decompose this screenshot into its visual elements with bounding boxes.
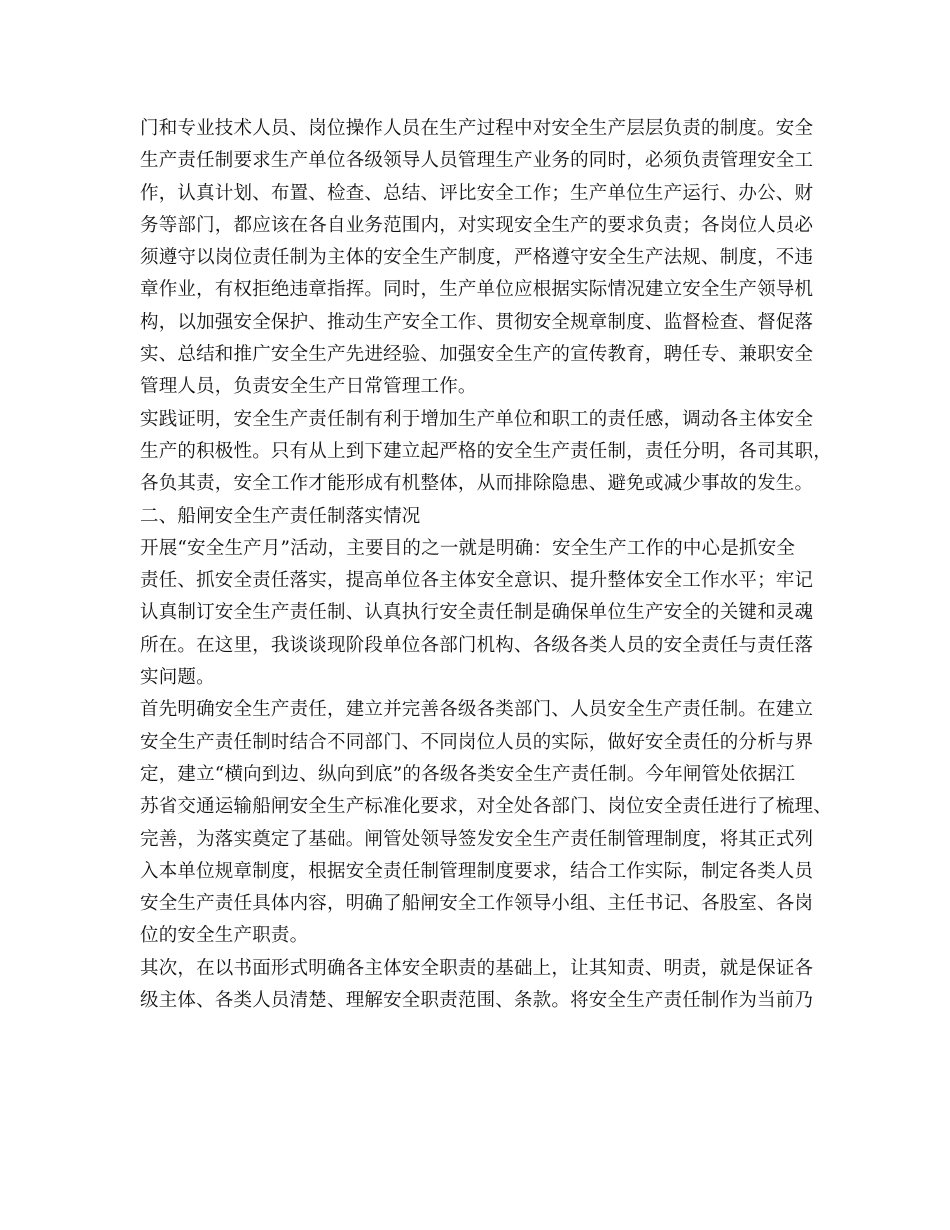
paragraph-p3: [140, 533, 820, 694]
text-line: 门和专业技术人员、岗位操作人员在生产过程中对安全生产层层负责的制度。安全: [140, 118, 814, 139]
text-line: 实问题。: [140, 667, 215, 689]
text-line: 实践证明，安全生产责任制有利于增加生产单位和职工的责任感，调动各主体安全: [140, 408, 814, 430]
text-line: 生产责任制要求生产单位各级领导人员管理生产业务的同时，必须负责管理安全工: [140, 150, 814, 172]
text-line: 管理人员，负责安全生产日常管理工作。: [140, 376, 477, 398]
text-line: 安全生产责任制时结合不同部门、不同岗位人员的实际，做好安全责任的分析与界: [140, 731, 814, 753]
paragraph-p1: [140, 113, 820, 404]
text-line: 位的安全生产职责。: [140, 925, 309, 947]
text-line: 章作业，有权拒绝违章指挥。同时，生产单位应根据实际情况建立安全生产领导机: [140, 279, 814, 301]
section-heading: [140, 501, 820, 533]
text-line: 认真制订安全生产责任制、认真执行安全责任制是确保单位生产安全的关键和灵魂: [140, 602, 814, 624]
heading-line: 二、船闸安全生产责任制落实情况: [140, 505, 421, 527]
text-line: 所在。在这里，我谈谈现阶段单位各部门机构、各级各类人员的安全责任与责任落: [140, 634, 814, 656]
text-line: 作，认真计划、布置、检查、总结、评比安全工作；生产单位生产运行、办公、财: [140, 182, 814, 204]
text-line: 定，建立“横向到边、纵向到底”的各级各类安全生产责任制。今年闸管处依据江: [140, 763, 796, 785]
text-line: 首先明确安全生产责任，建立并完善各级各类部门、人员安全生产责任制。在建立: [140, 699, 814, 721]
text-line: 完善，为落实奠定了基础。闸管处领导签发安全生产责任制管理制度，将其正式列: [140, 828, 814, 850]
text-line: 各负其责，安全工作才能形成有机整体，从而排除隐患、避免或减少事故的发生。: [140, 473, 814, 495]
paragraph-p4: [140, 694, 832, 952]
document-body: [140, 113, 832, 1017]
text-line: 构，以加强安全保护、推动生产安全工作、贯彻安全规章制度、监督检查、督促落: [140, 311, 814, 333]
paragraph-p5: [140, 953, 820, 1018]
text-line: 须遵守以岗位责任制为主体的安全生产制度，严格遵守安全生产法规、制度，不违: [140, 247, 814, 269]
text-line: 开展“安全生产月”活动，主要目的之一就是明确：安全生产工作的中心是抓安全: [140, 537, 796, 559]
text-line: 级主体、各类人员清楚、理解安全职责范围、条款。将安全生产责任制作为当前乃: [140, 990, 814, 1012]
text-line: 其次，在以书面形式明确各主体安全职责的基础上，让其知责、明责，就是保证各: [140, 957, 814, 979]
paragraph-p2: [140, 404, 832, 501]
text-line: 安全生产责任具体内容，明确了船闸安全工作领导小组、主任书记、各股室、各岗: [140, 893, 814, 915]
text-line: 生产的积极性。只有从上到下建立起严格的安全生产责任制，责任分明，各司其职，: [140, 440, 832, 462]
text-line: 责任、抓安全责任落实，提高单位各主体安全意识、提升整体安全工作水平；牢记: [140, 570, 814, 592]
text-line: 实、总结和推广安全生产先进经验、加强安全生产的宣传教育，聘任专、兼职安全: [140, 344, 814, 366]
text-line: 入本单位规章制度，根据安全责任制管理制度要求，结合工作实际，制定各类人员: [140, 860, 814, 882]
text-line: 苏省交通运输船闸安全生产标准化要求，对全处各部门、岗位安全责任进行了梳理、: [140, 796, 832, 818]
text-line: 务等部门，都应该在各自业务范围内，对实现安全生产的要求负责；各岗位人员必: [140, 214, 814, 236]
